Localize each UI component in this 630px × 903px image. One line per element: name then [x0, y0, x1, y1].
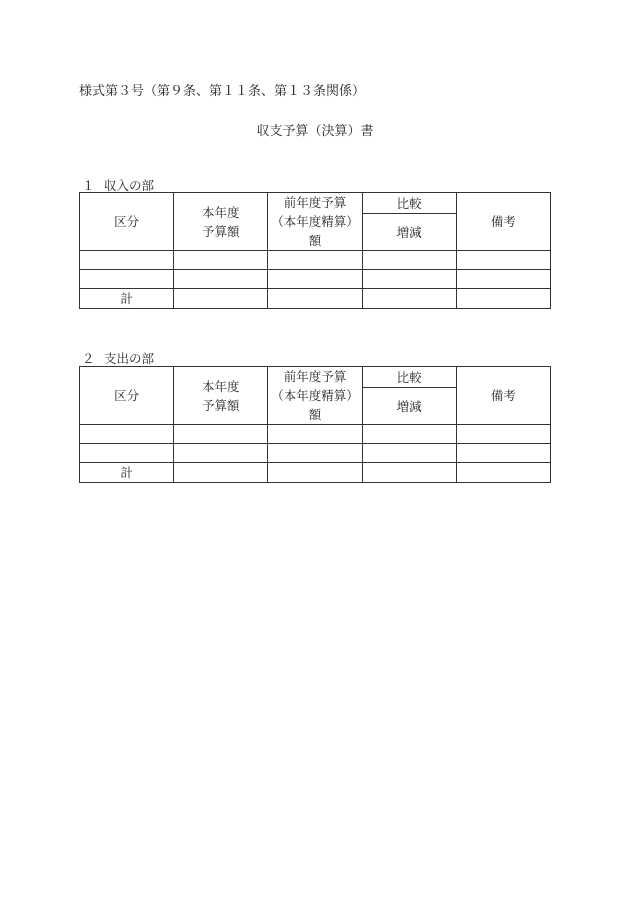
table-cell[interactable] [80, 444, 174, 463]
header-current-budget: 本年度 予算額 [174, 193, 268, 251]
table-cell[interactable] [80, 270, 174, 289]
table-cell[interactable] [362, 251, 456, 270]
total-label: 計 [80, 289, 174, 309]
section-label: 収入の部 [104, 178, 155, 193]
table-cell[interactable] [268, 444, 362, 463]
header-category: 区分 [80, 193, 174, 251]
document-title: 収支予算（決算）書 [256, 124, 374, 139]
section-number: １ [82, 178, 95, 193]
header-remarks: 備考 [456, 193, 550, 251]
expenditure-table [79, 366, 551, 483]
table-cell[interactable] [268, 270, 362, 289]
table-cell[interactable] [268, 425, 362, 444]
table-cell[interactable] [268, 251, 362, 270]
table-cell[interactable] [268, 289, 362, 309]
form-number-label: 様式第３号（第９条、第１１条、第１３条関係） [79, 84, 366, 99]
table-cell[interactable] [268, 463, 362, 483]
table-cell[interactable] [174, 463, 268, 483]
header-previous-budget: 前年度予算 （本年度精算） 額 [268, 193, 362, 251]
total-label: 計 [80, 463, 174, 483]
table-cell[interactable] [456, 425, 550, 444]
table-row [80, 251, 551, 270]
section-title-expenditure [82, 349, 154, 367]
table-cell[interactable] [456, 463, 550, 483]
table-cell[interactable] [362, 463, 456, 483]
header-change: 増減 [362, 388, 456, 425]
header-category: 区分 [80, 367, 174, 425]
section-label: 支出の部 [104, 351, 155, 366]
table-cell[interactable] [174, 289, 268, 309]
table-cell[interactable] [362, 425, 456, 444]
table-cell[interactable] [80, 251, 174, 270]
header-current-budget: 本年度 予算額 [174, 367, 268, 425]
table-cell[interactable] [174, 425, 268, 444]
table-row [80, 270, 551, 289]
total-row [80, 463, 551, 483]
total-row [80, 289, 551, 309]
table-row [80, 425, 551, 444]
table-cell[interactable] [456, 289, 550, 309]
table-cell[interactable] [362, 289, 456, 309]
table-row [80, 444, 551, 463]
income-table [79, 192, 551, 309]
table-cell[interactable] [456, 251, 550, 270]
section-number: ２ [82, 351, 95, 366]
header-previous-budget: 前年度予算 （本年度精算） 額 [268, 367, 362, 425]
header-comparison: 比較 [362, 367, 456, 388]
table-cell[interactable] [174, 251, 268, 270]
header-change: 増減 [362, 214, 456, 251]
table-cell[interactable] [174, 270, 268, 289]
table-cell[interactable] [362, 444, 456, 463]
table-cell[interactable] [362, 270, 456, 289]
table-cell[interactable] [456, 270, 550, 289]
header-remarks: 備考 [456, 367, 550, 425]
header-comparison: 比較 [362, 193, 456, 214]
table-cell[interactable] [456, 444, 550, 463]
table-cell[interactable] [80, 425, 174, 444]
table-cell[interactable] [174, 444, 268, 463]
